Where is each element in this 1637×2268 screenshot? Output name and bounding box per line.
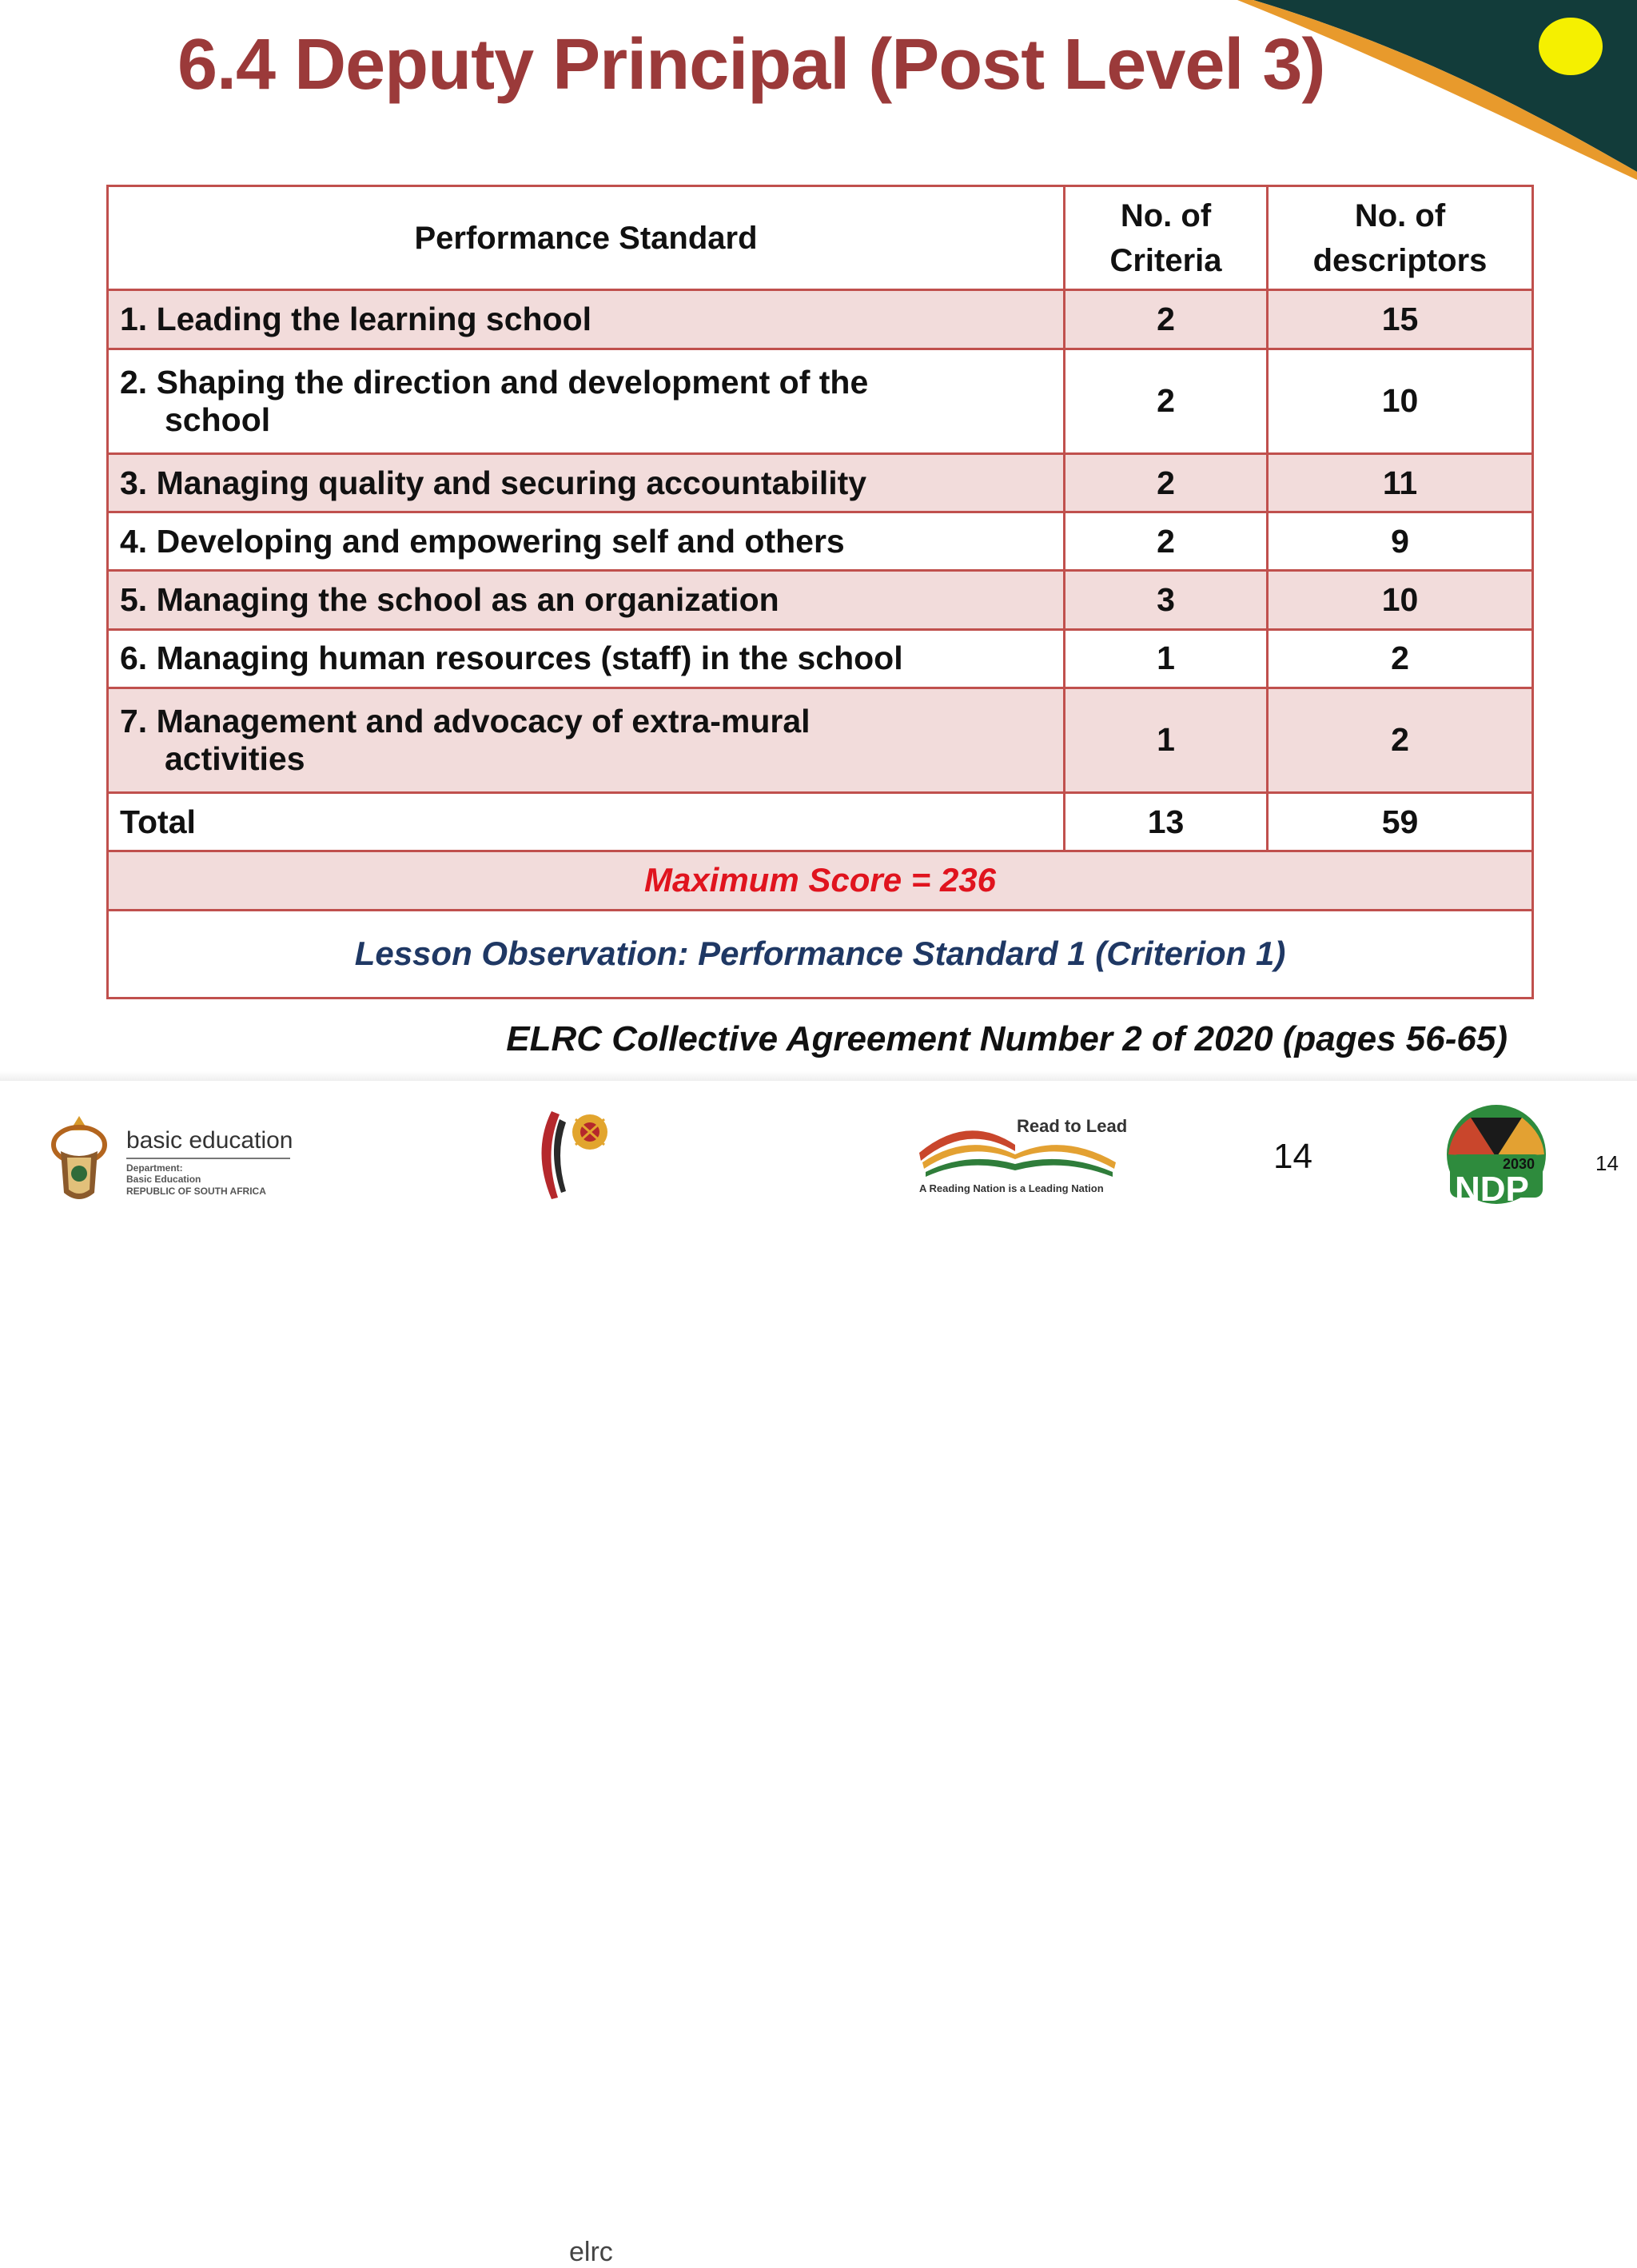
basic-education-line1: Department: [126,1162,183,1174]
criteria-cell: 2 [1065,453,1268,512]
standard-text: 3. Managing quality and securing accountability [120,464,867,501]
table-row [108,571,1533,629]
header-performance-standard: Performance Standard [108,186,1065,290]
page-title: 6.4 Deputy Principal (Post Level 3) [177,25,1325,105]
ndp-name: NDP [1455,1170,1529,1207]
criteria-cell: 2 [1065,290,1268,349]
standard-text: 1. Leading the learning school [120,300,592,337]
sun-icon [1537,16,1604,77]
max-score-row [108,851,1533,910]
footer [0,1081,1637,2267]
max-score-text: Maximum Score = 236 [108,851,1533,910]
header-criteria-line2: Criteria [1109,242,1222,278]
criteria-cell: 2 [1065,512,1268,571]
table-row [108,349,1533,453]
elrc-logo-icon [528,1103,623,1207]
ndp-year: 2030 [1503,1156,1535,1172]
standard-text: 7. Management and advocacy of extra-mural [120,702,811,739]
table-row [108,290,1533,349]
descriptors-cell: 9 [1268,512,1533,571]
standard-text: 5. Managing the school as an organization [120,580,779,618]
criteria-cell: 1 [1065,688,1268,792]
standard-cell [108,512,1065,571]
criteria-cell: 1 [1065,629,1268,688]
descriptors-cell: 2 [1268,688,1533,792]
descriptors-cell: 15 [1268,290,1533,349]
source-citation: ELRC Collective Agreement Number 2 of 2020 (pages 56-65) [506,1019,1508,1058]
standard-text: 2. Shaping the direction and development of the [120,363,869,401]
criteria-cell: 2 [1065,349,1268,453]
coat-of-arms-icon [46,1113,112,1209]
criteria-cell: 3 [1065,571,1268,629]
header-criteria [1065,186,1268,290]
basic-education-title: basic education [126,1127,293,1154]
basic-education-rule [126,1158,290,1159]
table-row [108,453,1533,512]
total-row [108,793,1533,851]
basic-education-line2: Basic Education [126,1174,201,1186]
performance-standards-table [106,185,1534,999]
basic-education-line3: REPUBLIC OF SOUTH AFRICA [126,1185,266,1197]
standard-cell [108,290,1065,349]
standard-text-continued: school [165,401,271,438]
total-label: Total [108,793,1065,851]
lesson-observation-text: Lesson Observation: Performance Standard 1 (Criterion 1) [108,910,1533,998]
standard-cell [108,453,1065,512]
elrc-text: elrc [569,2237,613,2267]
descriptors-cell: 11 [1268,453,1533,512]
total-criteria: 13 [1065,793,1268,851]
descriptors-cell: 2 [1268,629,1533,688]
read-to-lead-title: Read to Lead [1017,1116,1128,1136]
table-row [108,688,1533,792]
header-criteria-line1: No. of [1120,197,1212,233]
page-number-small: 14 [1595,1151,1619,1175]
standard-text: 6. Managing human resources (staff) in the school [120,640,903,677]
descriptors-cell: 10 [1268,349,1533,453]
ndp-2030-logo-icon [1439,1102,1554,1207]
header-row [108,186,1533,290]
header-descriptors-line2: descriptors [1312,242,1488,278]
total-descriptors: 59 [1268,793,1533,851]
descriptors-cell: 10 [1268,571,1533,629]
standard-text: 4. Developing and empowering self and others [120,522,845,560]
header-descriptors [1268,186,1533,290]
table-row [108,512,1533,571]
standard-cell [108,688,1065,792]
read-to-lead-tagline: A Reading Nation is a Leading Nation [919,1182,1104,1194]
standard-text-continued: activities [165,739,305,777]
basic-education-text [126,1127,293,1197]
standard-cell [108,629,1065,688]
header-descriptors-line1: No. of [1354,197,1446,233]
lesson-observation-row [108,910,1533,998]
page-number: 14 [1273,1137,1312,1176]
table-row [108,629,1533,688]
standard-cell [108,571,1065,629]
standard-cell [108,349,1065,453]
